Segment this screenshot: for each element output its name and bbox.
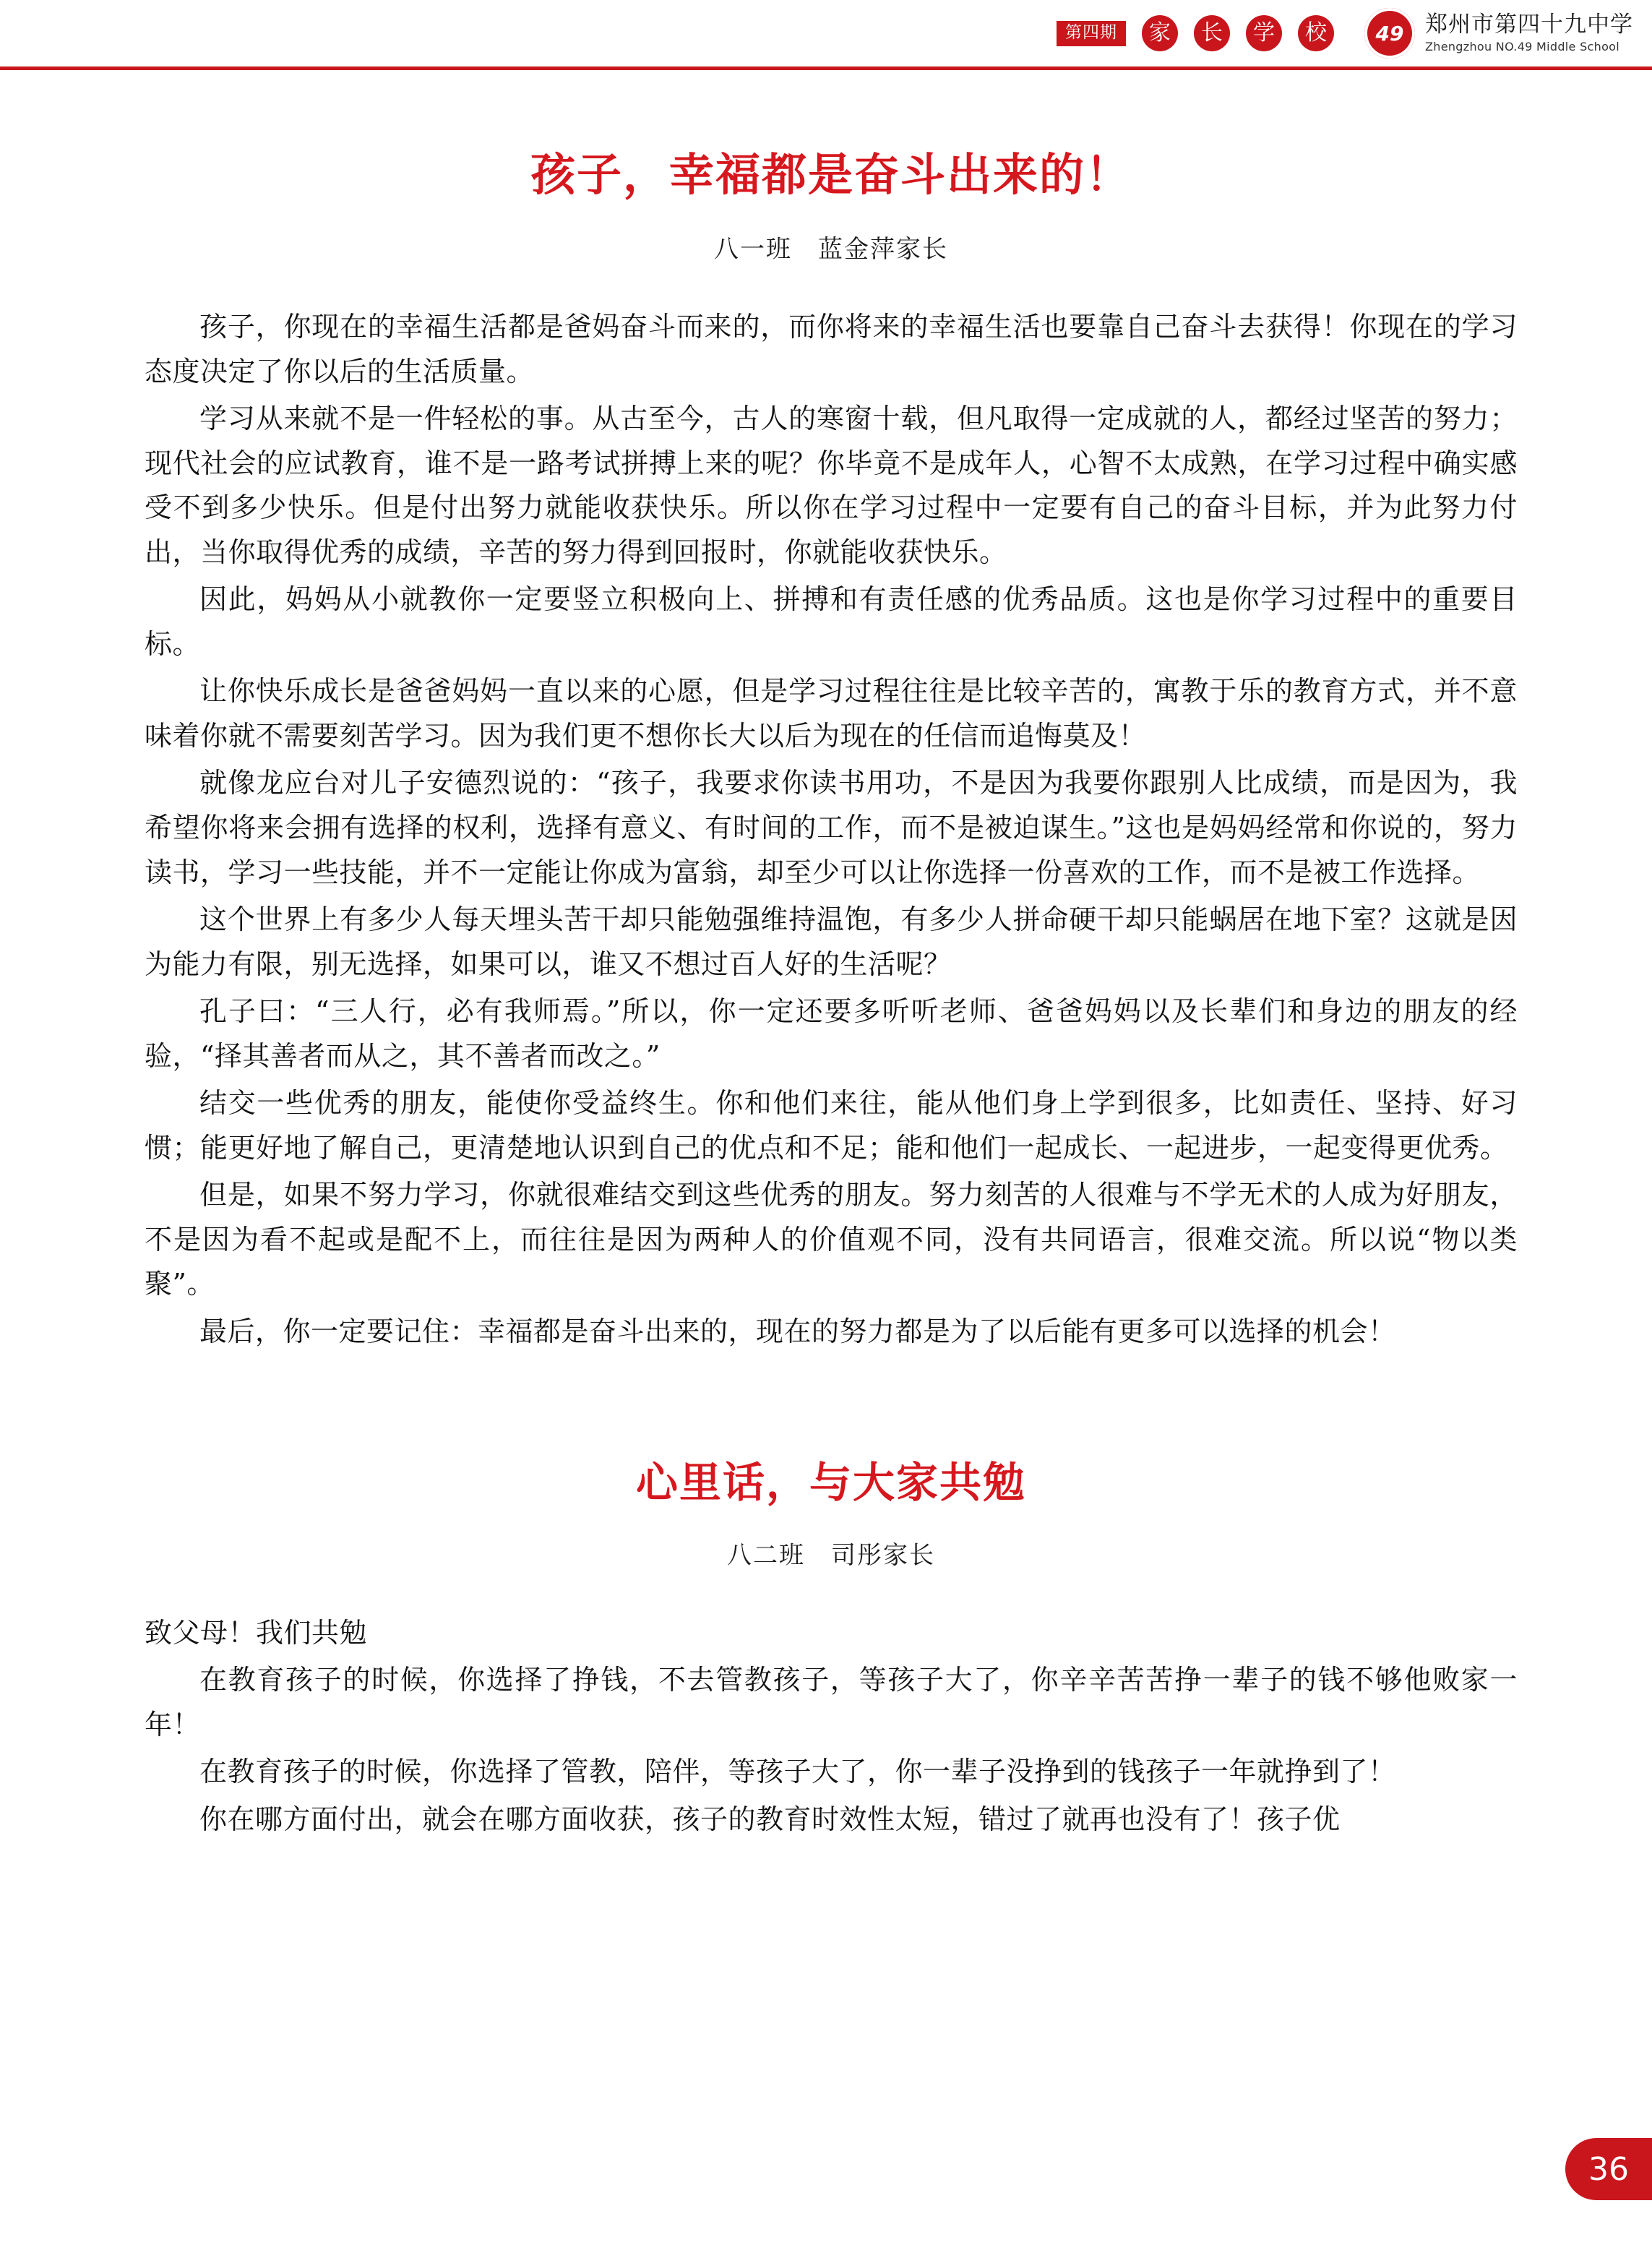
article-column [145, 139, 1518, 1871]
article-1-paragraph: 学习从来就不是一件轻松的事。从古至今，古人的寒窗十载，但凡取得一定成就的人，都经过坚苦的努力；现代社会的应试教育，谁不是一路考试拼搏上来的呢？你毕竟不是成年人，心智不太成熟，在学习过程中确实感受不到多少快乐。但是付出努力就能收获快乐。所以你在学习过程中一定要有自己的奋斗目标，并为此努力付出，当你取得优秀的成绩，辛苦的努力得到回报时，你就能收获快乐。 [145, 403, 1518, 568]
school-identity [1364, 8, 1652, 59]
school-logo-number: 49 [1375, 21, 1404, 46]
article-2-paragraph: 致父母！我们共勉 [145, 1616, 368, 1649]
school-name-cn: 郑州市第四十九中学 [1425, 12, 1633, 38]
article-1-paragraph: 孔子曰：“三人行，必有我师焉。”所以，你一定还要多听听老师、爸爸妈妈以及长辈们和身边的朋友的经验，“择其善者而从之，其不善者而改之。” [145, 995, 1518, 1072]
article-1-paragraph: 孩子，你现在的幸福生活都是爸妈奋斗而来的，而你将来的幸福生活也要靠自己奋斗去获得！你现在的学习态度决定了你以后的生活质量。 [145, 311, 1518, 387]
article-1-paragraph: 这个世界上有多少人每天埋头苦干却只能勉强维持温饱，有多少人拼命硬干却只能蜗居在地下室？这就是因为能力有限，别无选择，如果可以，谁又不想过百人好的生活呢？ [145, 903, 1518, 980]
article-1-paragraph: 因此，妈妈从小就教你一定要竖立积极向上、拼搏和有责任感的优秀品质。这也是你学习过程中的重要目标。 [145, 583, 1518, 660]
article-1-paragraph: 最后，你一定要记住：幸福都是奋斗出来的，现在的努力都是为了以后能有更多可以选择的机会！ [199, 1315, 1396, 1348]
page-header [0, 0, 1652, 70]
article-2-paragraph: 在教育孩子的时候，你选择了管教，陪伴，等孩子大了，你一辈子没挣到的钱孩子一年就挣到了！ [199, 1756, 1396, 1788]
header-right-group [1057, 0, 1652, 66]
article-1-paragraph: 结交一些优秀的朋友，能使你受益终生。你和他们来往，能从他们身上学到很多，比如责任、坚持、好习惯；能更好地了解自己，更清楚地认识到自己的优点和不足；能和他们一起成长、一起进步，一起变得更优秀。 [145, 1087, 1518, 1164]
article-2-paragraph: 你在哪方面付出，就会在哪方面收获，孩子的教育时效性太短，错过了就再也没有了！孩子优 [199, 1803, 1341, 1835]
banner-char-3: 学 [1246, 15, 1282, 51]
page-number-badge: 36 [1565, 2138, 1652, 2200]
article-1-paragraph: 但是，如果不努力学习，你就很难结交到这些优秀的朋友。努力刻苦的人很难与不学无术的人成为好朋友，不是因为看不起或是配不上，而往往是因为两种人的价值观不同，没有共同语言，很难交流。所以说“物以类聚”。 [145, 1179, 1518, 1300]
article-1-title: 孩子，幸福都是奋斗出来的！ [530, 148, 1132, 201]
banner-char-2: 长 [1194, 15, 1230, 51]
article-1-paragraph: 就像龙应台对儿子安德烈说的：“孩子，我要求你读书用功，不是因为我要你跟别人比成绩，而是因为，我希望你将来会拥有选择的权利，选择有意义、有时间的工作，而不是被迫谋生。”这也是妈妈经常和你说的，努力读书，学习一些技能，并不一定能让你成为富翁，却至少可以让你选择一份喜欢的工作，而不是被工作选择。 [145, 767, 1518, 888]
article-2-title: 心里话，与大家共勉 [635, 1457, 1026, 1507]
banner-characters [1142, 15, 1334, 51]
article-1-byline: 八一班 蓝金萍家长 [714, 235, 948, 264]
article-2 [145, 1448, 1518, 1842]
page-body [0, 66, 1652, 2245]
article-1 [145, 139, 1518, 1355]
article-1-paragraph: 让你快乐成长是爸爸妈妈一直以来的心愿，但是学习过程往往是比较辛苦的，寓教于乐的教育方式，并不意味着你就不需要刻苦学习。因为我们更不想你长大以后为现在的任信而追悔莫及！ [145, 675, 1518, 752]
school-name-block [1425, 12, 1633, 53]
school-name-en: Zhengzhou NO.49 Middle School [1425, 40, 1619, 54]
article-2-paragraph: 在教育孩子的时候，你选择了挣钱，不去管教孩子，等孩子大了，你辛辛苦苦挣一辈子的钱不够他败家一年！ [145, 1664, 1518, 1740]
banner-char-4: 校 [1298, 15, 1334, 51]
article-2-byline: 八二班 司彤家长 [727, 1540, 935, 1570]
school-logo-icon [1364, 8, 1415, 59]
banner-char-1: 家 [1142, 15, 1178, 51]
issue-label: 第四期 [1057, 21, 1126, 46]
